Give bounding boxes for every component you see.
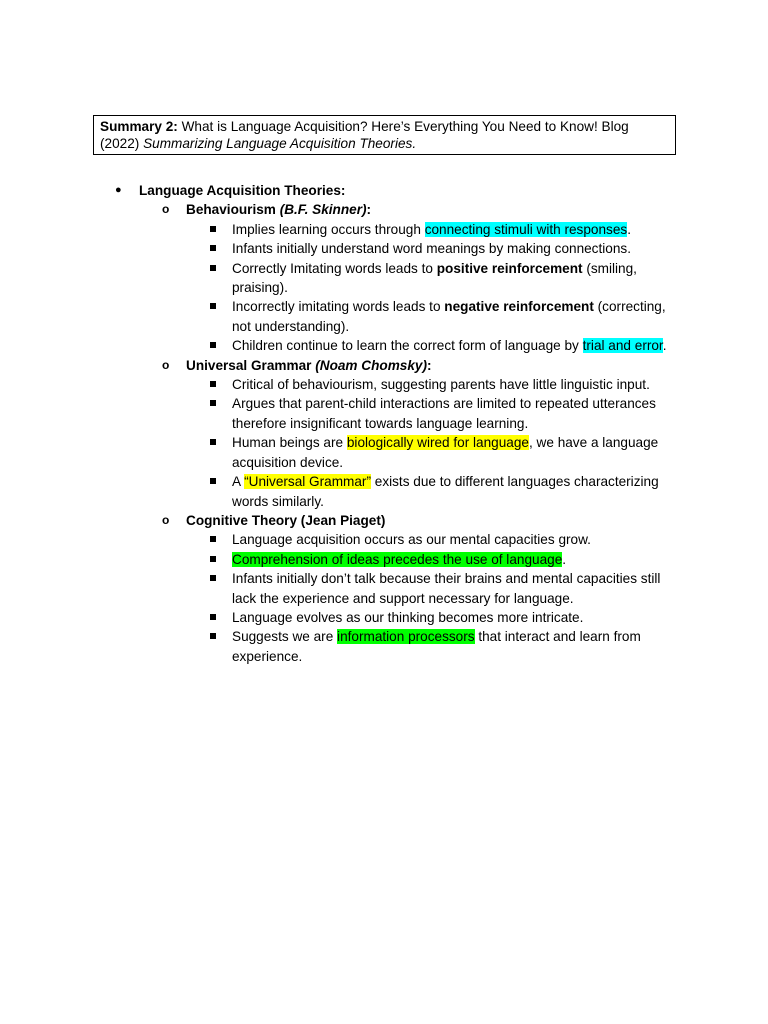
list-item: Children continue to learn the correct form of language by trial and error. xyxy=(0,336,768,355)
list-item: Language evolves as our thinking becomes more intricate. xyxy=(0,608,768,627)
square-bullet-icon xyxy=(210,439,216,445)
list-item: Critical of behaviourism, suggesting parents have little linguistic input. xyxy=(0,375,768,394)
section-title: Behaviourism xyxy=(186,202,276,218)
section-cognitive-theory xyxy=(0,511,768,530)
highlight: connecting stimuli with responses xyxy=(424,221,628,237)
theories-bullet xyxy=(0,181,768,200)
square-bullet-icon xyxy=(210,536,216,542)
summary-label: Summary 2: xyxy=(100,119,178,134)
highlight: trial and error xyxy=(582,338,663,354)
square-bullet-icon xyxy=(210,400,216,406)
list-item: Incorrectly imitating words leads to negative reinforcement (correcting, not understanding). xyxy=(0,297,768,336)
list-item: Implies learning occurs through connecting stimuli with responses. xyxy=(0,220,768,239)
square-bullet-icon xyxy=(210,381,216,387)
list-item: Comprehension of ideas precedes the use of language. xyxy=(0,550,768,569)
square-bullet-icon xyxy=(210,245,216,251)
list-item: A “Universal Grammar” exists due to different languages characterizing words similarly. xyxy=(0,472,768,511)
square-bullet-icon xyxy=(210,303,216,309)
section-universal-grammar: o Universal Grammar (Noam Chomsky): xyxy=(0,356,768,375)
square-bullet-icon xyxy=(210,265,216,271)
sub-marker: o xyxy=(162,512,170,527)
bullet-marker: ● xyxy=(115,184,122,196)
section-title: Cognitive Theory (Jean Piaget) xyxy=(186,512,386,528)
square-bullet-icon xyxy=(210,633,216,639)
highlight: biologically wired for language xyxy=(346,435,529,451)
summary-text: What is Language Acquisition? Here’s Everything You Need to Know! Blog (2022) xyxy=(100,119,629,151)
sub-marker: o xyxy=(162,202,170,217)
list-item: Argues that parent-child interactions are limited to repeated utterances therefore insignificant towards language learning. xyxy=(0,394,768,433)
summary-title: Summarizing Language Acquisition Theories. xyxy=(143,136,417,151)
sub-marker: o xyxy=(162,357,170,372)
section-behaviourism: o Behaviourism (B.F. Skinner): xyxy=(0,200,768,219)
section-title: Universal Grammar xyxy=(186,357,316,373)
section-author: (B.F. Skinner) xyxy=(279,202,367,218)
square-bullet-icon xyxy=(210,556,216,562)
list-item: Language acquisition occurs as our mental capacities grow. xyxy=(0,530,768,549)
list-item: Infants initially understand word meanings by making connections. xyxy=(0,239,768,258)
section-author: (Noam Chomsky) xyxy=(315,357,428,373)
highlight: information processors xyxy=(337,629,475,645)
square-bullet-icon xyxy=(210,614,216,620)
summary-box xyxy=(93,115,676,155)
square-bullet-icon xyxy=(210,478,216,484)
theories-heading: Language Acquisition Theories: xyxy=(139,183,346,198)
list-item: Human beings are biologically wired for language, we have a language acquisition device. xyxy=(0,433,768,472)
square-bullet-icon xyxy=(210,575,216,581)
outline xyxy=(0,181,768,666)
square-bullet-icon xyxy=(210,342,216,348)
highlight: “Universal Grammar” xyxy=(244,474,371,490)
list-item: Suggests we are information processors that interact and learn from experience. xyxy=(0,627,768,666)
square-bullet-icon xyxy=(210,226,216,232)
list-item: Infants initially don’t talk because their brains and mental capacities still lack the experience and support necessary for language. xyxy=(0,569,768,608)
list-item: Correctly Imitating words leads to positive reinforcement (smiling, praising). xyxy=(0,259,768,298)
highlight: Comprehension of ideas precedes the use of language xyxy=(232,551,563,567)
